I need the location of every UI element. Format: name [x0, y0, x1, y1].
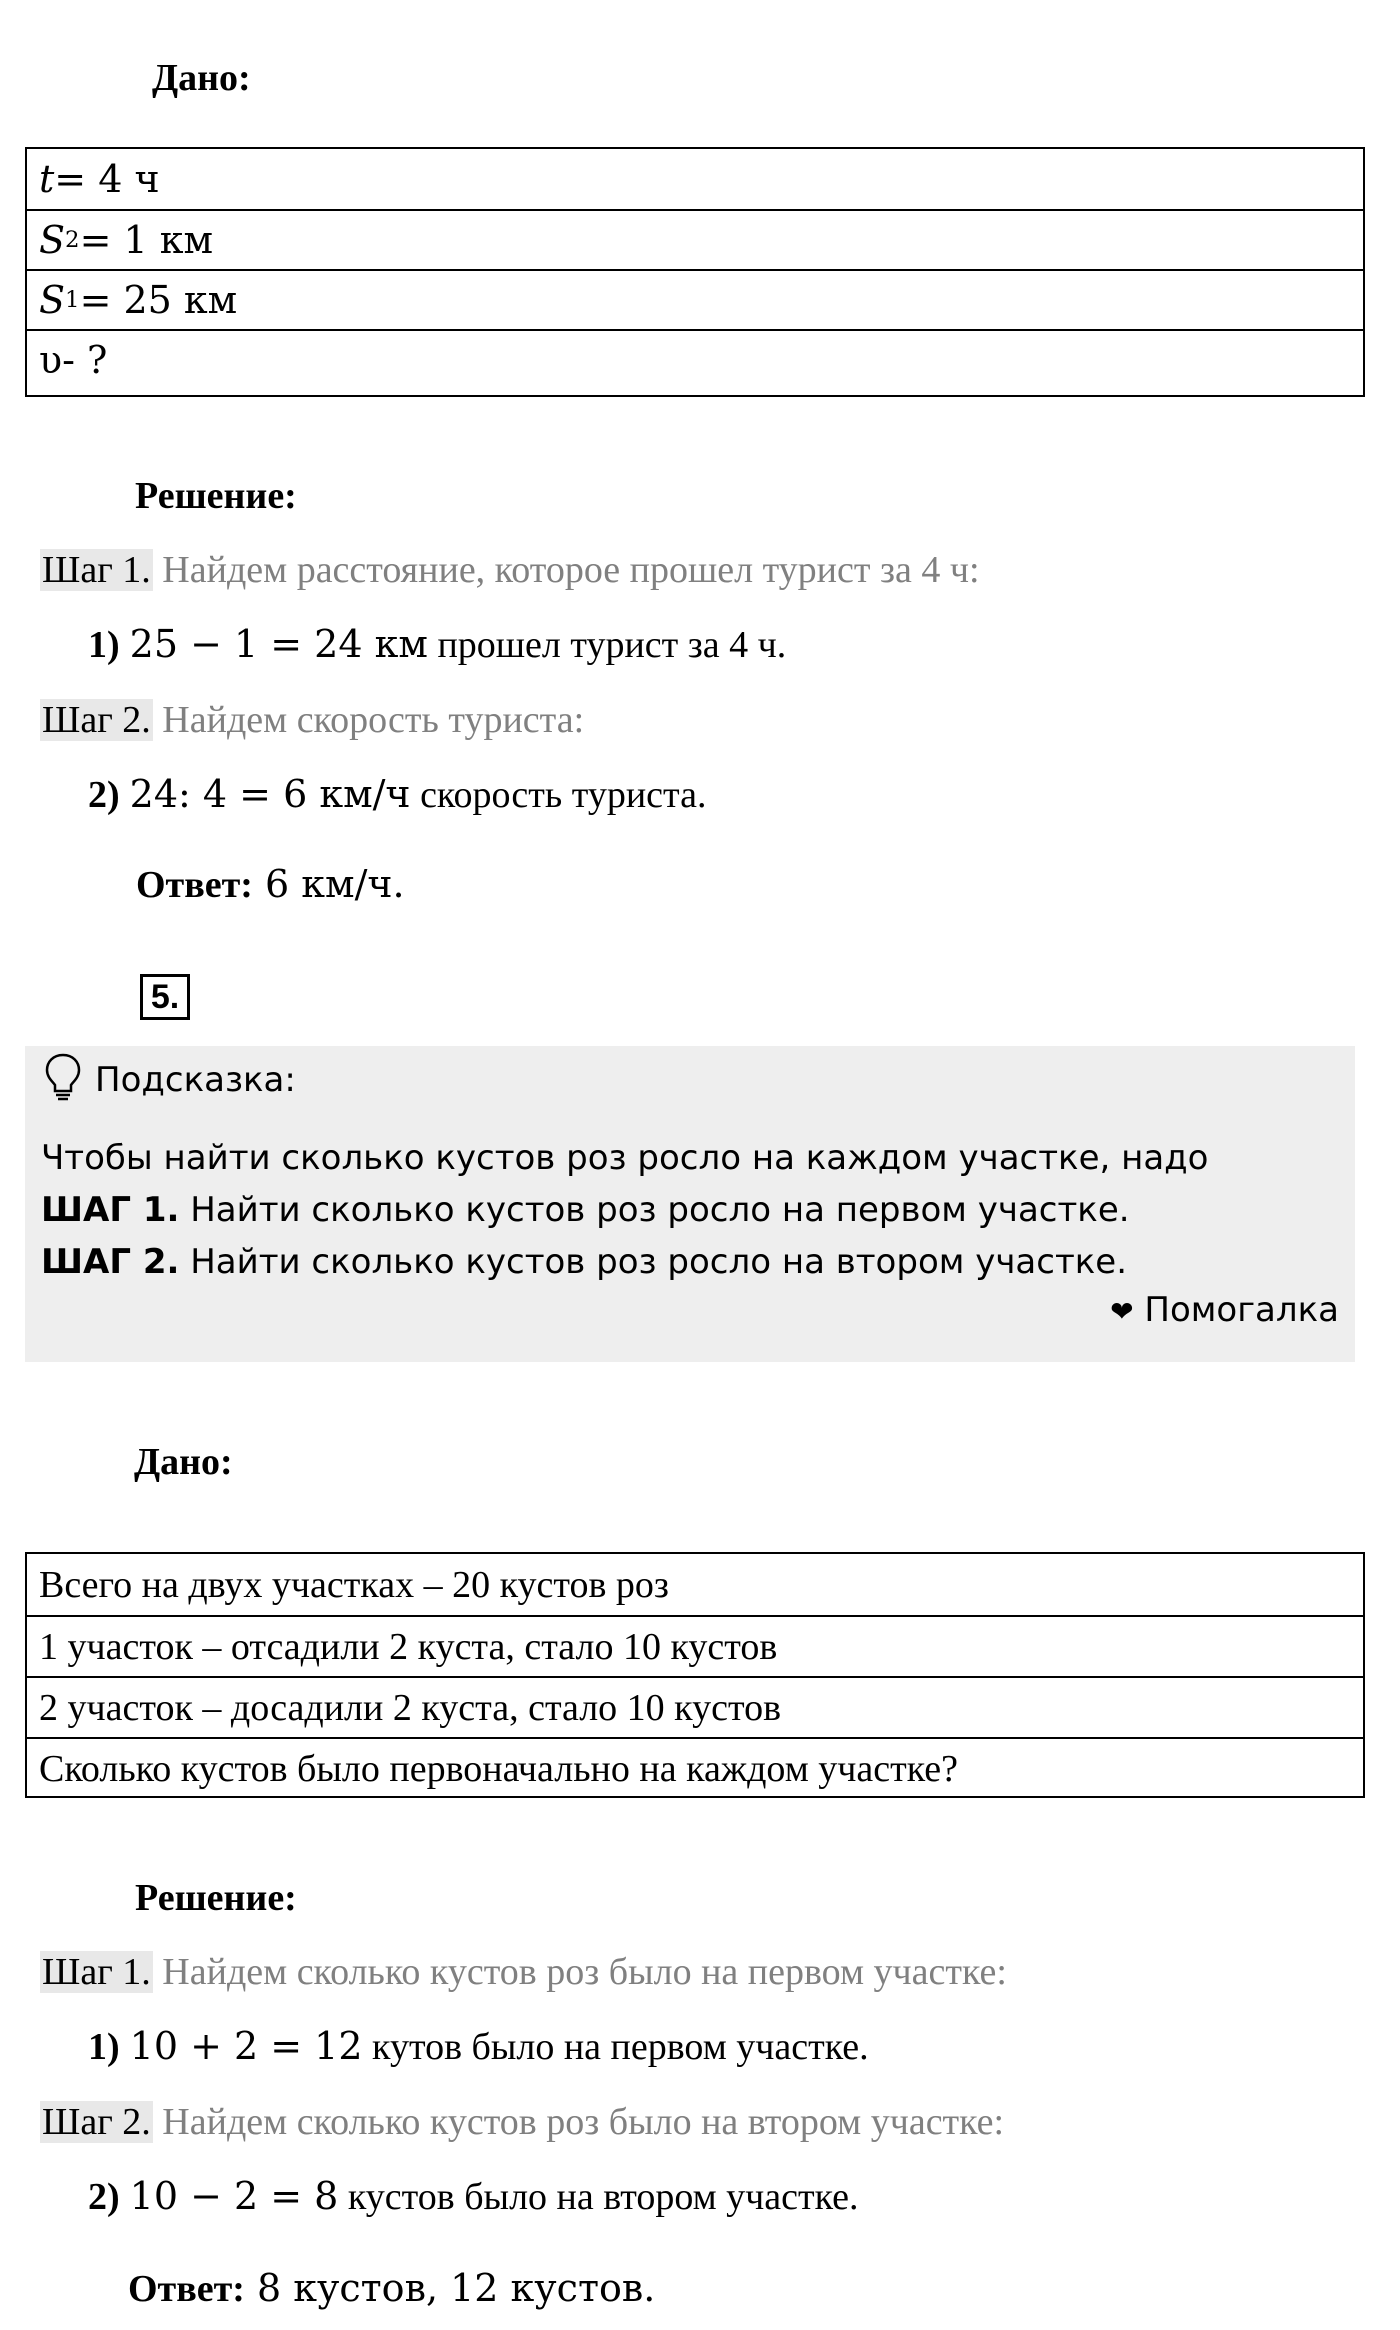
given-row	[27, 329, 1363, 389]
step-2-line	[40, 2100, 1004, 2144]
solution-item-2	[88, 2174, 858, 2219]
given-value: = 25 км	[79, 278, 238, 322]
hint-step-2	[41, 1242, 1127, 1282]
item-number: 2)	[88, 774, 120, 816]
solution-item-1	[88, 622, 786, 667]
hint-step-1	[41, 1190, 1130, 1230]
solution-heading: Решение:	[135, 1877, 297, 1919]
hint-step-label: ШАГ 2.	[41, 1242, 180, 1282]
step-2-line	[40, 698, 584, 742]
solution-item-2	[88, 772, 706, 817]
task-number-box: 5.	[140, 974, 190, 1020]
hint-step-label: ШАГ 1.	[41, 1190, 180, 1230]
answer-label: Ответ:	[136, 864, 253, 906]
item-text: прошел турист за 4 ч.	[427, 624, 787, 666]
given-row: Сколько кустов было первоначально на каждом участке?	[27, 1737, 1363, 1798]
item-expression: 25 − 1 = 24 км	[129, 622, 428, 666]
hint-step-text: Найти сколько кустов роз росло на первом участке.	[179, 1190, 1130, 1230]
given-table	[25, 1552, 1365, 1798]
step-label: Шаг 2.	[42, 699, 151, 741]
item-expression: 10 + 2 = 12	[129, 2024, 363, 2068]
item-text: скорость туриста.	[410, 774, 707, 816]
item-number: 1)	[88, 2026, 120, 2068]
hint-step-text: Найти сколько кустов роз росло на втором участке.	[179, 1242, 1128, 1282]
lightbulb-icon	[43, 1052, 83, 1102]
answer-value: 8 кустов, 12 кустов.	[244, 2266, 656, 2310]
given-subscript: 1	[65, 286, 80, 313]
given-heading: Дано:	[152, 57, 251, 99]
given-row	[27, 209, 1363, 269]
given-symbol: S	[39, 218, 66, 262]
step-label: Шаг 1.	[42, 1951, 151, 1993]
hint-line: Чтобы найти сколько кустов роз росло на каждом участке, надо	[41, 1138, 1209, 1178]
given-value: = 4 ч	[54, 157, 160, 201]
answer-line	[128, 2266, 655, 2311]
given-subscript: 2	[65, 226, 80, 253]
given-row: 1 участок – отсадили 2 куста, стало 10 кустов	[27, 1615, 1363, 1676]
brand-text: Помогалка	[1144, 1290, 1339, 1330]
given-value: - ?	[62, 338, 108, 382]
step-1-line	[40, 1950, 1007, 1994]
given-row	[27, 149, 1363, 209]
hint-panel	[25, 1046, 1355, 1362]
step-text: Найдем сколько кустов роз было на втором участке:	[152, 2101, 1005, 2143]
given-heading: Дано:	[134, 1441, 233, 1483]
answer-label: Ответ:	[128, 2268, 245, 2310]
given-table	[25, 147, 1365, 397]
answer-value: 6 км/ч.	[252, 862, 405, 906]
item-text: кутов было на первом участке.	[362, 2026, 869, 2068]
heart-icon: ❤	[1110, 1295, 1134, 1328]
hint-title: Подсказка:	[95, 1060, 296, 1100]
given-value: = 1 км	[79, 218, 214, 262]
step-text: Найдем расстояние, которое прошел турист за 4 ч:	[152, 549, 980, 591]
item-text: кустов было на втором участке.	[338, 2176, 859, 2218]
given-symbol: t	[39, 157, 55, 201]
given-row	[27, 269, 1363, 329]
given-symbol: S	[39, 278, 66, 322]
step-label: Шаг 1.	[42, 549, 151, 591]
brand-label[interactable]	[1110, 1290, 1339, 1330]
given-row: Всего на двух участках – 20 кустов роз	[39, 1563, 669, 1606]
step-text: Найдем сколько кустов роз было на первом участке:	[152, 1951, 1007, 1993]
step-text: Найдем скорость туриста:	[152, 699, 585, 741]
solution-heading: Решение:	[135, 475, 297, 517]
given-row: 2 участок – досадили 2 куста, стало 10 кустов	[27, 1676, 1363, 1737]
given-symbol: υ	[39, 338, 63, 382]
item-expression: 24: 4 = 6 км/ч	[129, 772, 411, 816]
answer-line	[136, 862, 405, 907]
item-number: 2)	[88, 2176, 120, 2218]
item-number: 1)	[88, 624, 120, 666]
solution-item-1	[88, 2024, 869, 2069]
item-expression: 10 − 2 = 8	[129, 2174, 339, 2218]
step-1-line	[40, 548, 980, 592]
step-label: Шаг 2.	[42, 2101, 151, 2143]
